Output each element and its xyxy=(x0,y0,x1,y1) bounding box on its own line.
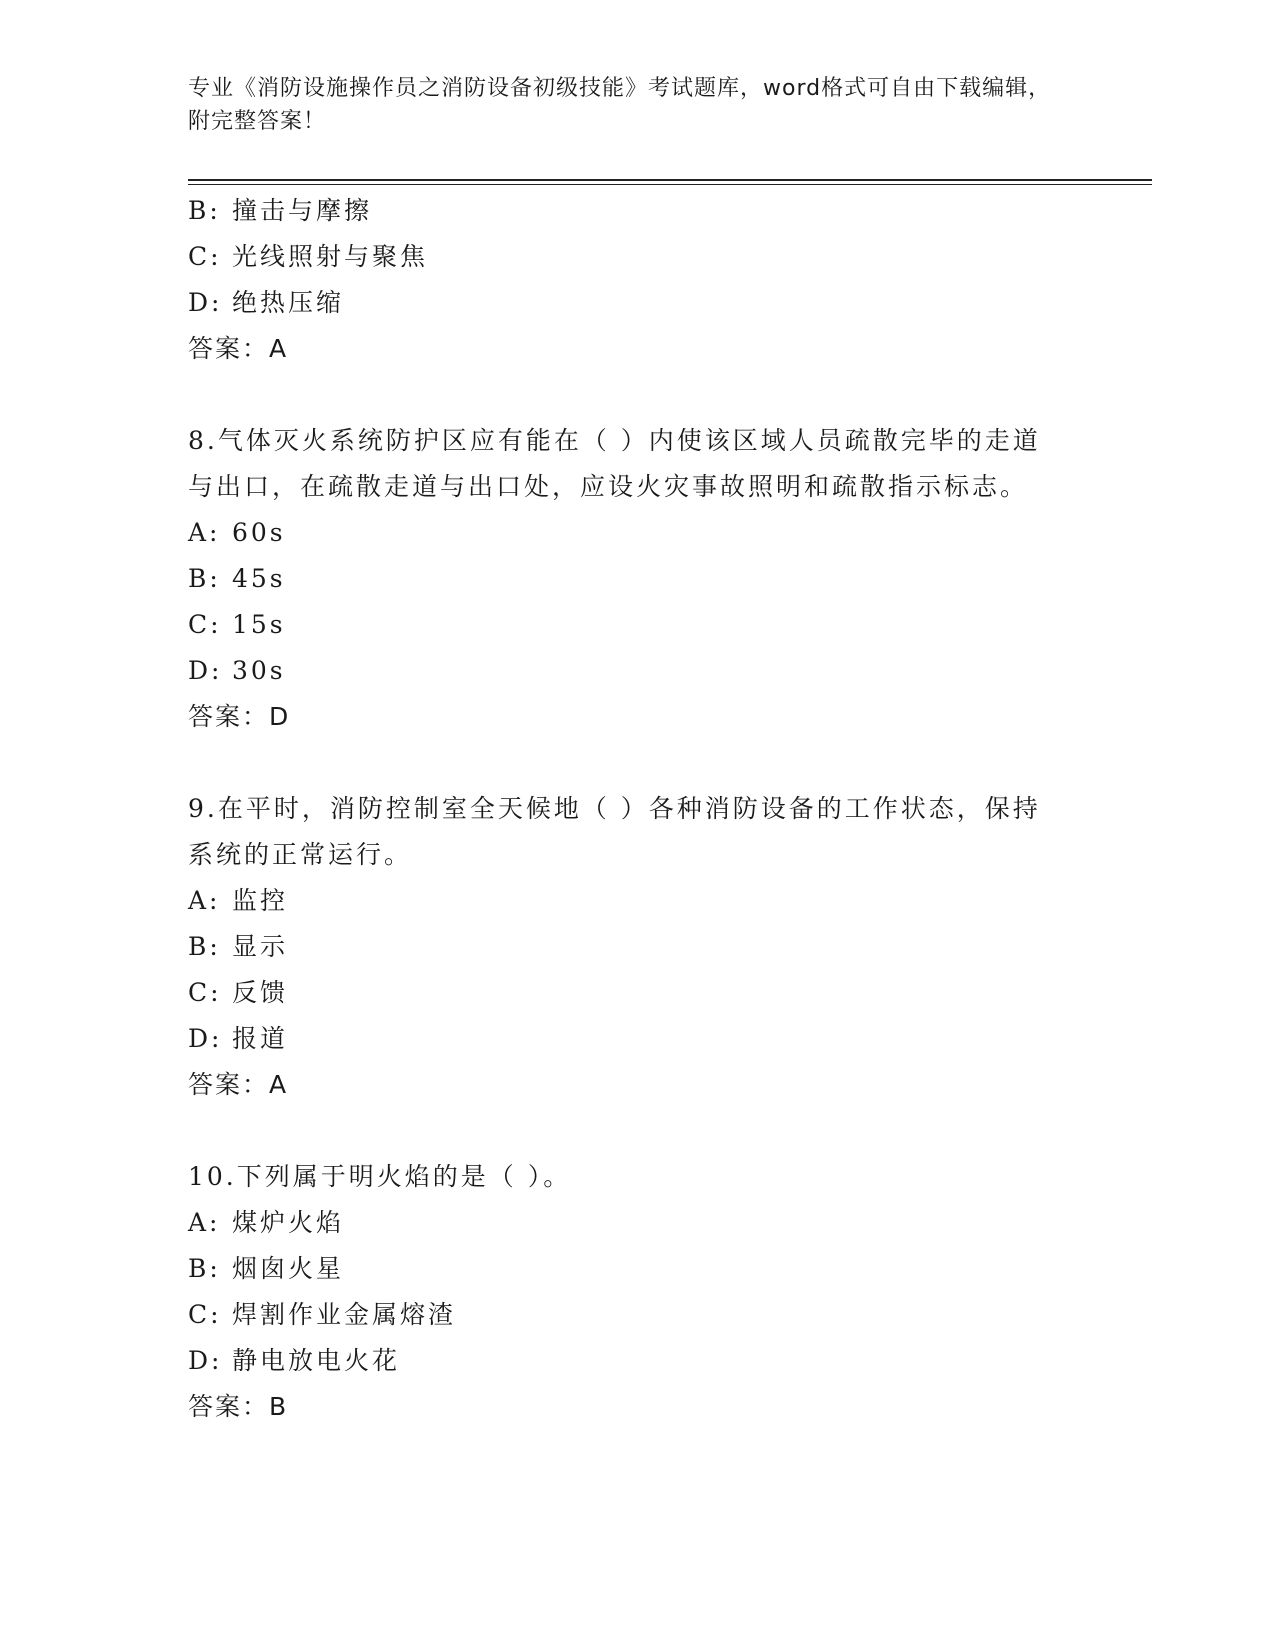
question-text: 8.气体灭火系统防护区应有能在（ ）内使该区域人员疏散完毕的走道与出口，在疏散走道与出口处，应设火灾事故照明和疏散指示标志。 xyxy=(188,426,1041,501)
option-a xyxy=(188,878,1068,924)
spacer xyxy=(188,1108,1068,1154)
question-text: 9.在平时，消防控制室全天候地（ ）各种消防设备的工作状态，保持系统的正常运行。 xyxy=(188,794,1041,869)
option-label: D: xyxy=(188,656,223,685)
option-b xyxy=(188,188,1068,234)
option-text: 光线照射与聚焦 xyxy=(232,242,429,271)
option-label: B: xyxy=(188,932,221,961)
option-label: D: xyxy=(188,288,223,317)
option-text: 绝热压缩 xyxy=(232,288,345,317)
answer-line: 答案：D xyxy=(188,702,291,731)
option-text: 静电放电火花 xyxy=(232,1346,401,1375)
header-divider-thick xyxy=(188,179,1152,181)
option-d xyxy=(188,280,1068,326)
option-label: A: xyxy=(188,518,221,547)
option-label: B: xyxy=(188,196,221,225)
option-b xyxy=(188,556,1068,602)
option-text: 煤炉火焰 xyxy=(232,1208,345,1237)
answer-line: 答案：B xyxy=(188,1392,289,1421)
option-a xyxy=(188,1200,1068,1246)
option-label: D: xyxy=(188,1346,223,1375)
option-label: C: xyxy=(188,1300,222,1329)
answer-line: 答案：A xyxy=(188,334,289,363)
option-text: 45s xyxy=(232,564,286,593)
option-text: 烟囱火星 xyxy=(232,1254,345,1283)
option-d xyxy=(188,1016,1068,1062)
option-c xyxy=(188,234,1068,280)
option-c xyxy=(188,1292,1068,1338)
option-text: 监控 xyxy=(232,886,289,915)
answer-line: 答案：A xyxy=(188,1070,289,1099)
option-c xyxy=(188,970,1068,1016)
option-text: 反馈 xyxy=(232,978,289,1007)
option-label: A: xyxy=(188,886,221,915)
option-text: 撞击与摩擦 xyxy=(232,196,373,225)
option-text: 15s xyxy=(232,610,286,639)
option-c xyxy=(188,602,1068,648)
question-list xyxy=(188,188,1068,1430)
spacer xyxy=(188,740,1068,786)
question-8-block xyxy=(188,418,1068,740)
option-b xyxy=(188,1246,1068,1292)
option-text: 60s xyxy=(232,518,286,547)
option-label: B: xyxy=(188,564,221,593)
spacer xyxy=(188,372,1068,418)
option-label: C: xyxy=(188,242,222,271)
option-d xyxy=(188,1338,1068,1384)
option-label: D: xyxy=(188,1024,223,1053)
option-a xyxy=(188,510,1068,556)
question-text: 10.下列属于明火焰的是（ ）。 xyxy=(188,1162,572,1191)
option-label: B: xyxy=(188,1254,221,1283)
option-label: A: xyxy=(188,1208,221,1237)
question-10-block xyxy=(188,1154,1068,1430)
option-label: C: xyxy=(188,610,222,639)
option-text: 焊割作业金属熔渣 xyxy=(232,1300,457,1329)
prev-question-block xyxy=(188,188,1068,372)
option-text: 显示 xyxy=(232,932,289,961)
option-text: 报道 xyxy=(232,1024,289,1053)
option-d xyxy=(188,648,1068,694)
option-label: C: xyxy=(188,978,222,1007)
option-text: 30s xyxy=(232,656,286,685)
header-divider-thin xyxy=(188,184,1152,185)
document-header: 专业《消防设施操作员之消防设备初级技能》考试题库，word格式可自由下载编辑，附完整答案！ xyxy=(188,76,1052,134)
question-9-block xyxy=(188,786,1068,1108)
option-b xyxy=(188,924,1068,970)
